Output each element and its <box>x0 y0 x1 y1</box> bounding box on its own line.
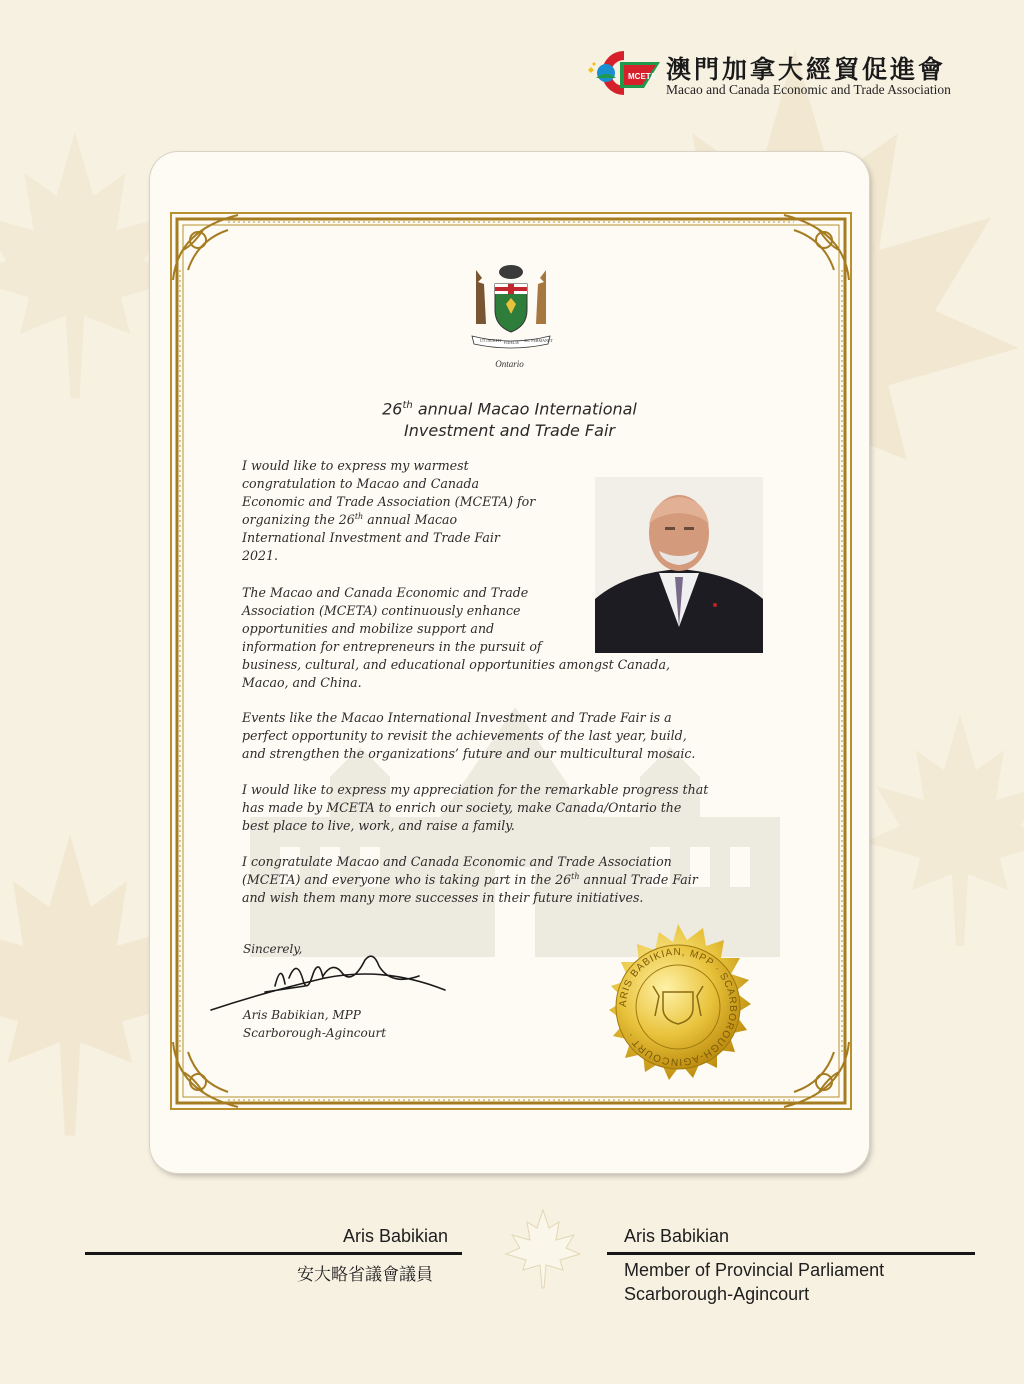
footer-left-name: Aris Babikian <box>343 1226 449 1246</box>
p1-text-before: I would like to express my warmest congratulation to Macao and Canada Economic and Trade Association (MCETA) for organizing the 26 <box>242 458 536 527</box>
organization-name-chinese: 澳門加拿大經貿促進會 <box>666 55 947 84</box>
title-line1-text: annual Macao International <box>417 399 637 419</box>
p1-text-after: annual Macao International Investment and Trade Fair 2021. <box>242 512 500 563</box>
footer-right-riding: Scarborough-Agincourt <box>624 1284 810 1304</box>
footer-right-title: Member of Provincial Parliament <box>624 1260 885 1280</box>
p5-text-after: annual Trade Fair and wish them many more successes in their future initiatives. <box>242 872 698 905</box>
mceta-logo-icon <box>584 48 662 98</box>
title-ordinal-suffix: th <box>402 400 413 411</box>
paragraph-congratulation <box>242 457 535 565</box>
footer-right-rule <box>607 1252 975 1255</box>
handwritten-signature <box>205 952 455 1014</box>
coat-of-arms-caption: Ontario <box>495 359 524 369</box>
paragraph-final-congratulation <box>242 853 698 907</box>
maple-leaf-icon <box>488 1208 598 1290</box>
p5-ordinal-suffix: th <box>571 871 580 881</box>
p5-text-before: I congratulate Macao and Canada Economic and Trade Association (MCETA) and everyone who is taking part in the 26 <box>242 854 672 887</box>
p1-ordinal-suffix: th <box>354 511 364 521</box>
footer-right-name: Aris Babikian <box>624 1226 730 1246</box>
footer-left-title-chinese: 安大略省議會議員 <box>297 1265 433 1285</box>
svg-text:MCETA: MCETA <box>628 72 656 81</box>
svg-text:UT INCEPIT: UT INCEPIT <box>480 338 502 343</box>
title-ordinal-number: 26 <box>382 399 403 419</box>
closing-salutation: Sincerely, <box>243 942 303 956</box>
signer-riding: Scarborough-Agincourt <box>243 1026 387 1040</box>
signer-name: Aris Babikian, MPP <box>243 1008 361 1022</box>
organization-logo <box>584 44 984 104</box>
footer-left-rule <box>85 1252 462 1255</box>
svg-text:FIDELIS: FIDELIS <box>504 340 519 345</box>
certificate-title <box>150 395 869 442</box>
paragraph-appreciation: I would like to express my appreciation for the remarkable progress that has made by MCETA to enrich our society, make Canada/Ontario the best place to live, work, and raise a family. <box>242 782 709 833</box>
background-maple-leaf-icon <box>860 700 1024 960</box>
svg-text:ARIS BABIKIAN, MPP · SCARBOROU: ARIS BABIKIAN, MPP · SCARBOROUGH-AGINCOURT · <box>617 946 739 1068</box>
svg-text:SIC PERMANET: SIC PERMANET <box>524 338 553 343</box>
gold-seal-icon <box>593 922 763 1092</box>
certificate-card <box>150 152 869 1173</box>
title-line2: Investment and Trade Fair <box>404 421 615 441</box>
ontario-coat-of-arms-icon <box>462 260 560 352</box>
organization-name-english: Macao and Canada Economic and Trade Association <box>666 82 951 97</box>
paragraph-mceta-mission: The Macao and Canada Economic and Trade Association (MCETA) continuously enhance opportunities and mobilize support and information for entrepreneurs in the pursuit of business, cultural, and educational opportunities amongst Canada, Macao, and China. <box>242 585 670 690</box>
paragraph-trade-fair-opportunity: Events like the Macao International Investment and Trade Fair is a perfect opportunity to revisit the achievements of the last year, build, and strengthen the organizations’ future and our multicultural mosaic. <box>242 710 696 761</box>
